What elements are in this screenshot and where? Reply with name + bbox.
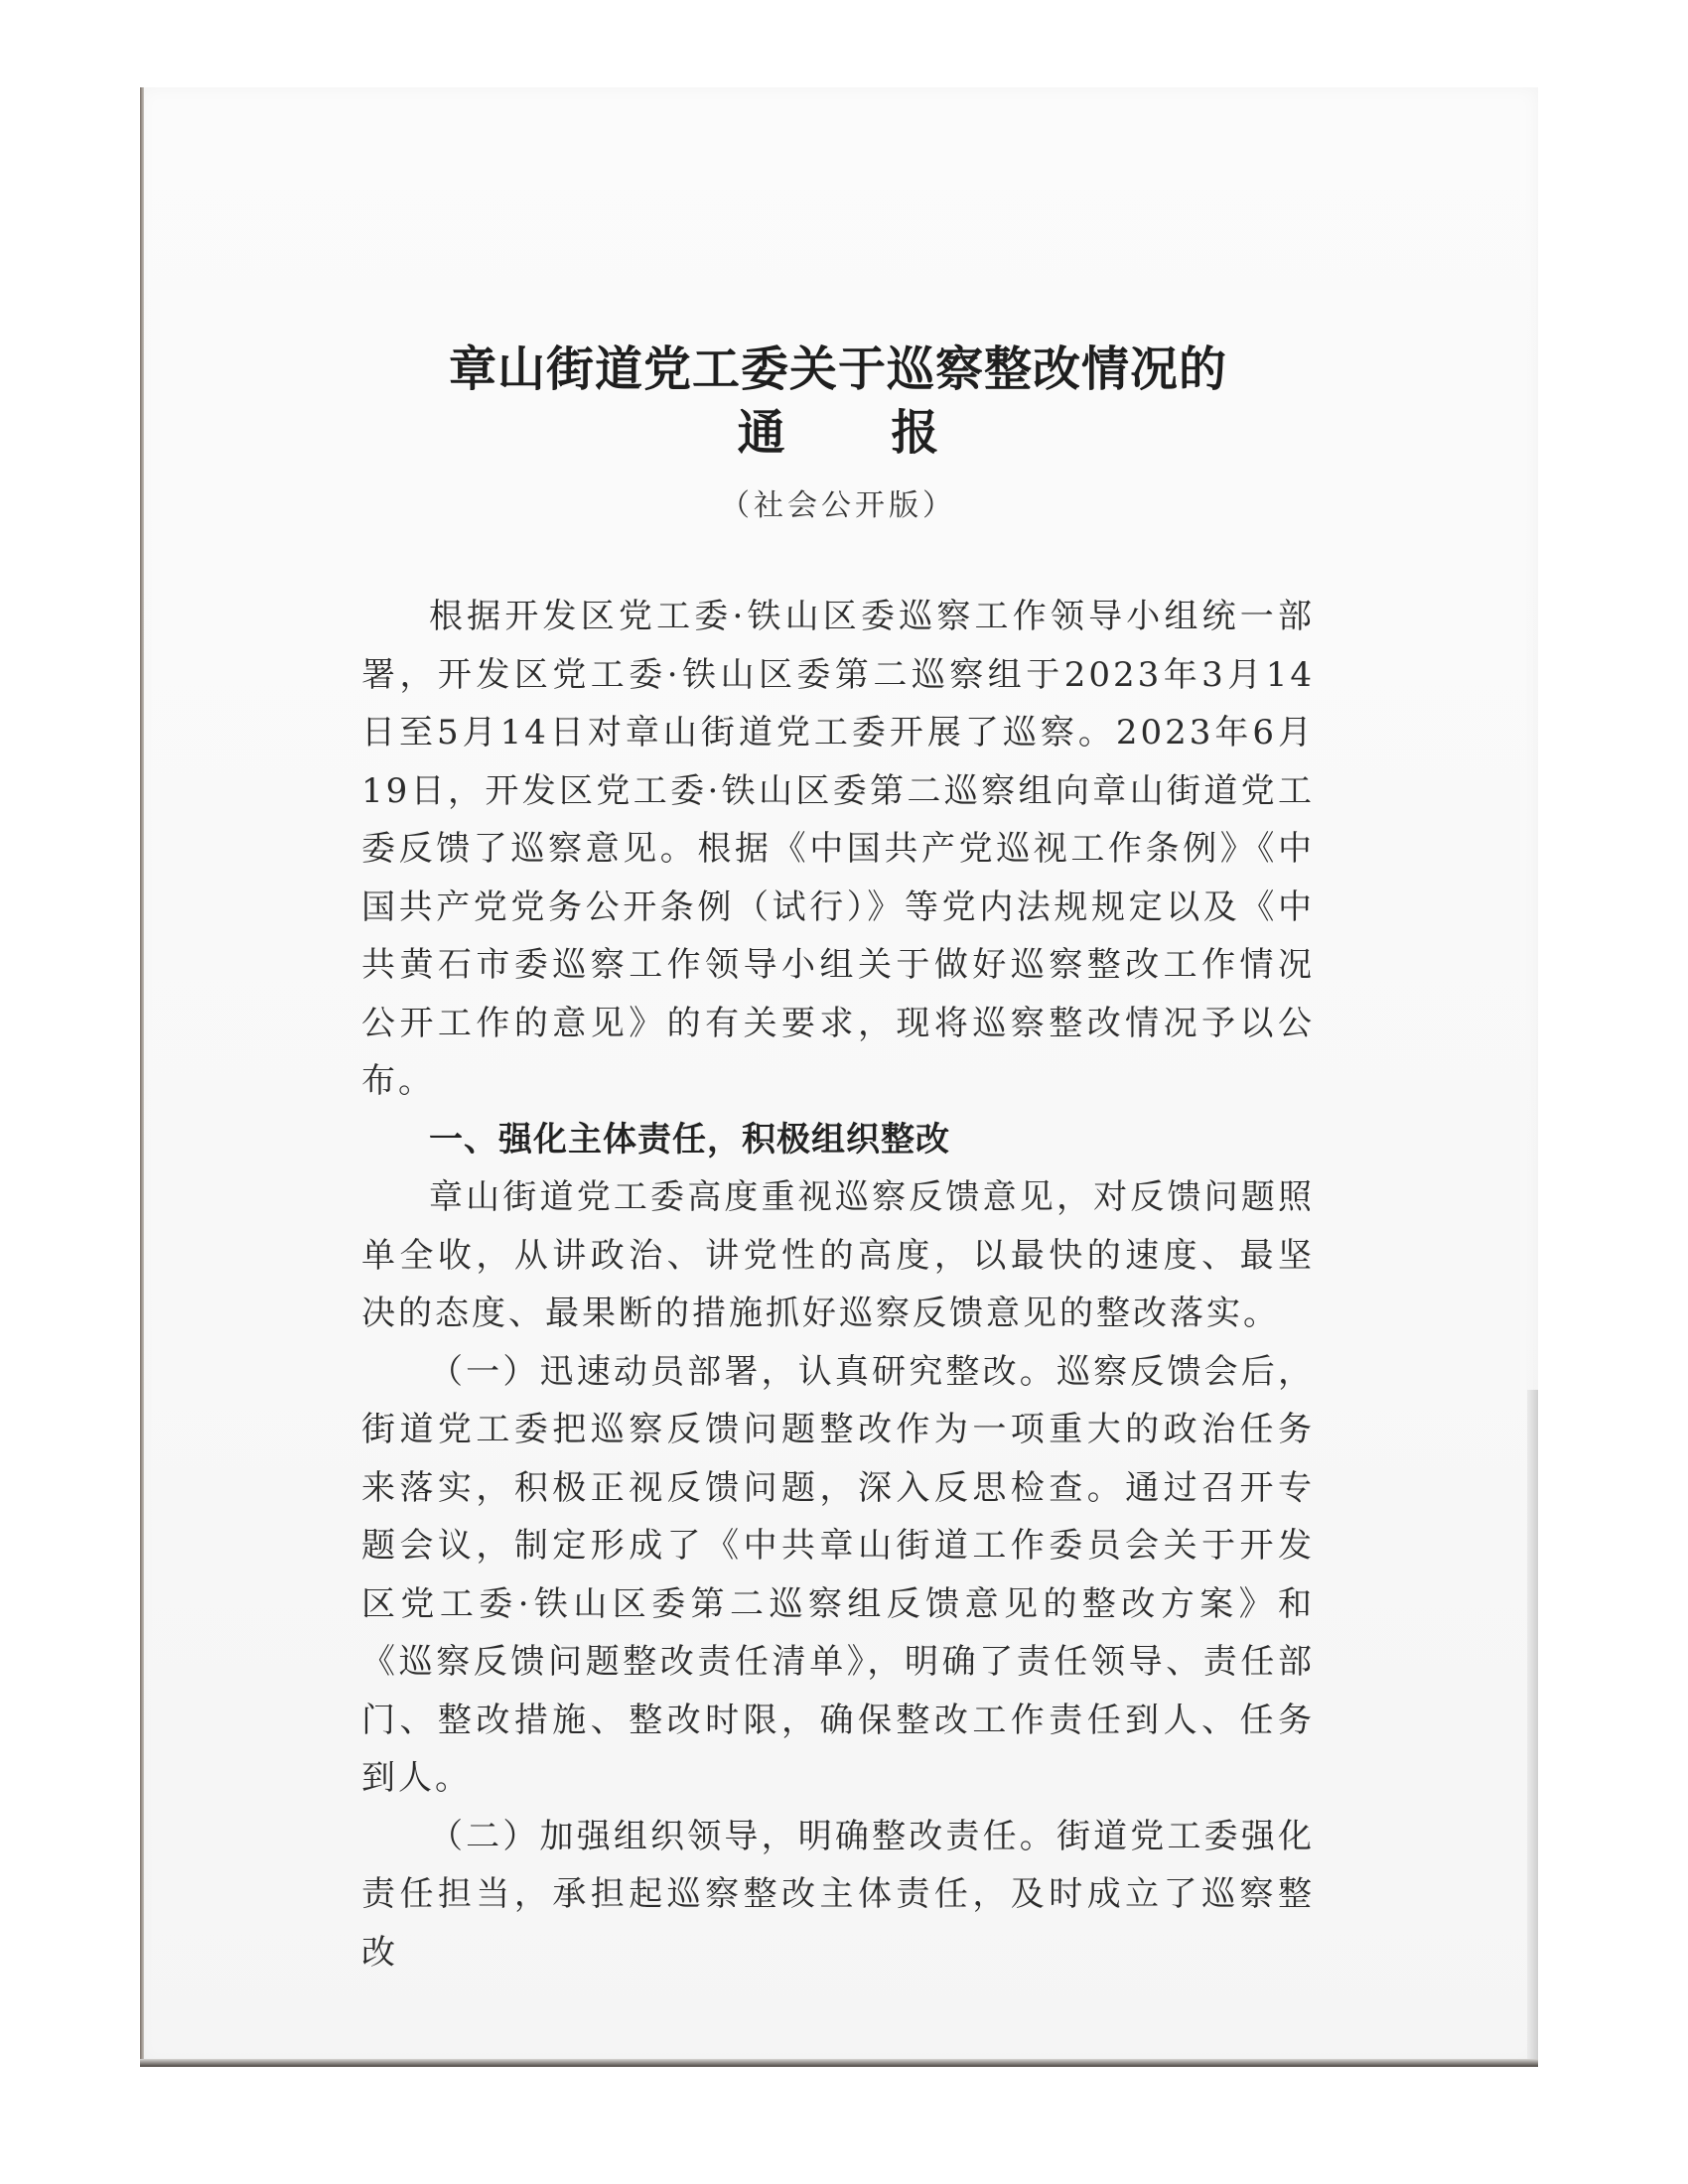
document-title-line1: 章山街道党工委关于巡察整改情况的 (448, 341, 1227, 397)
paragraph-4: （二）加强组织领导，明确整改责任。街道党工委强化责任担当，承担起巡察整改主体责任，及时成立了巡察整改 (361, 1816, 1315, 1973)
paragraph-intro: 根据开发区党工委·铁山区委巡察工作领导小组统一部署，开发区党工委·铁山区委第二巡察组于2023年3月14日至5月14日对章山街道党工委开展了巡察。2023年6月19日，开发区党工委·铁山区委第二巡察组向章山街道党工委反馈了巡察意见。根据《中国共产党巡视工作条例》《中国共产党党务公开条例（试行）》等党内法规规定以及《中共黄石市委巡察工作领导小组关于做好巡察整改工作情况公开工作的意见》的有关要求，现将巡察整改情况予以公布。 (361, 597, 1315, 1101)
document-body (361, 338, 1315, 1981)
paragraph-2: 章山街道党工委高度重视巡察反馈意见，对反馈问题照单全收，从讲政治、讲党性的高度，以最快的速度、最坚决的态度、最果断的措施抓好巡察反馈意见的整改落实。 (361, 1177, 1315, 1333)
paragraph-3: （一）迅速动员部署，认真研究整改。巡察反馈会后，街道党工委把巡察反馈问题整改作为一项重大的政治任务来落实，积极正视反馈问题，深入反思检查。通过召开专题会议，制定形成了《中共章山街道工作委员会关于开发区党工委·铁山区委第二巡察组反馈意见的整改方案》和《巡察反馈问题整改责任清单》，明确了责任领导、责任部门、整改措施、整改时限，确保整改工作责任到人、任务到人。 (361, 1351, 1315, 1798)
paper-bottom-edge (140, 2059, 1538, 2067)
document-subtitle: （社会公开版） (720, 488, 956, 523)
paper-left-edge (140, 87, 144, 2065)
section-heading-1: 一、强化主体责任，积极组织整改 (429, 1119, 950, 1160)
paper-right-edge (1527, 1390, 1538, 2065)
document-title-line2: 通 报 (737, 405, 939, 461)
